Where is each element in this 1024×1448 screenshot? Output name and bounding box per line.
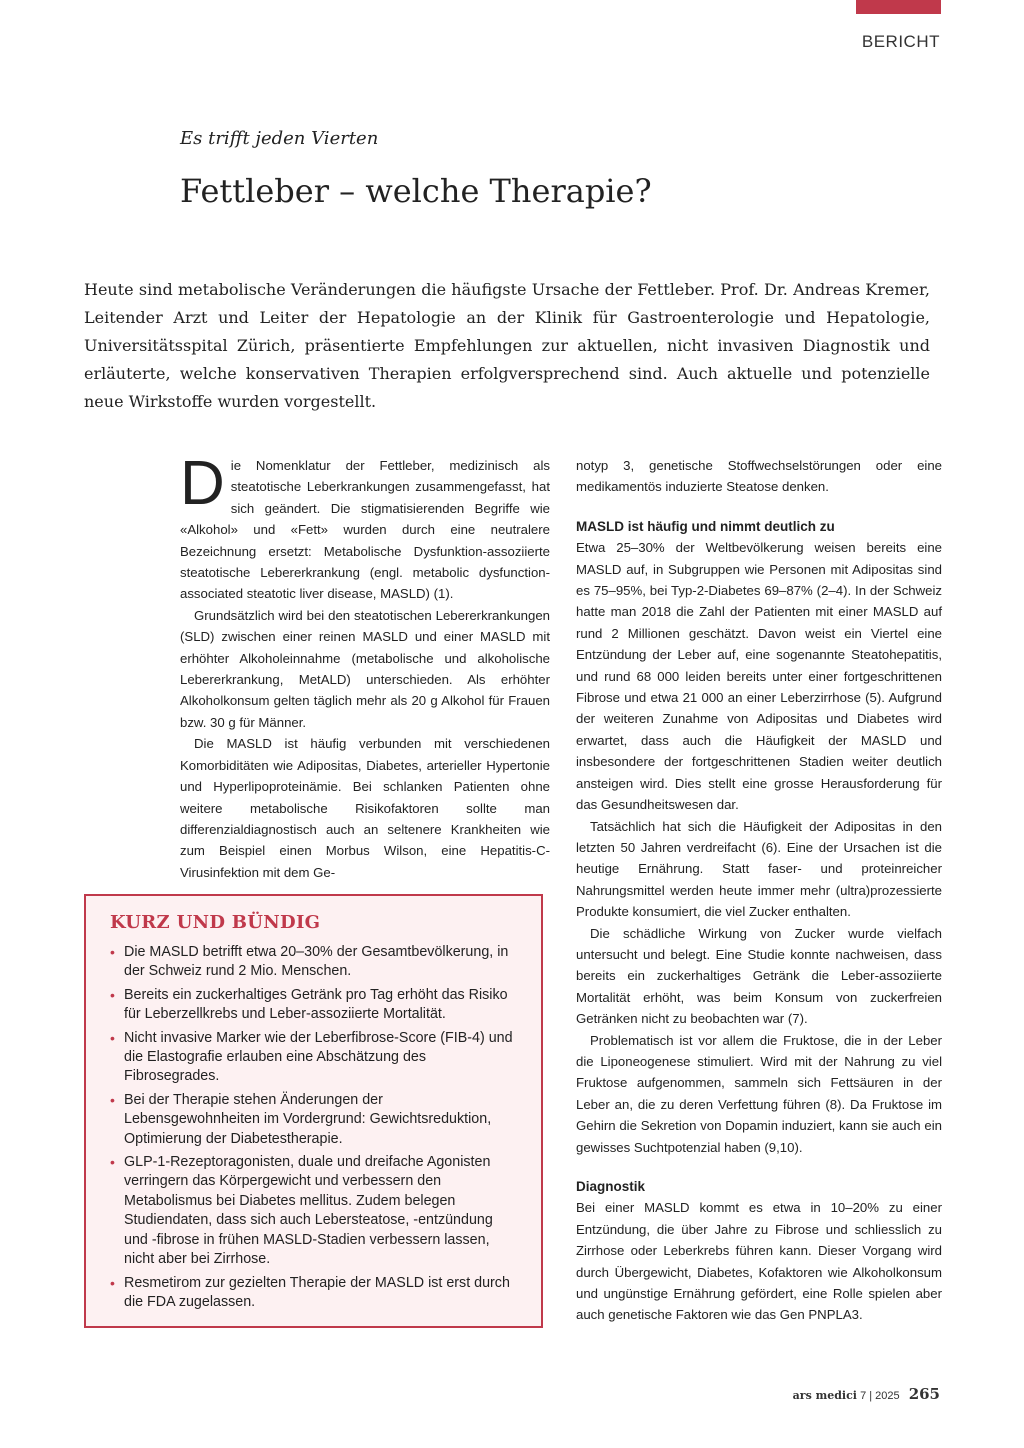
- bullet-icon: •: [110, 986, 115, 1003]
- summary-item: [110, 1029, 517, 1087]
- issue-number: 7 | 2025: [860, 1390, 900, 1402]
- summary-item-text: Bei der Therapie stehen Änderungen der Lebensgewohnheiten im Vordergrund: Gewichtsreduktion, Optimierung der Diabetestherapie.: [124, 1091, 492, 1147]
- paragraph: notyp 3, genetische Stoffwechselstörungen oder eine medikamentös induzierte Steatose denken.: [576, 458, 942, 495]
- summary-box: [84, 894, 543, 1328]
- summary-item-text: Die MASLD betrifft etwa 20–30% der Gesamtbevölkerung, in der Schweiz rund 2 Mio. Menschen.: [124, 944, 509, 980]
- journal-name: ars medici: [792, 1389, 857, 1402]
- paragraph: Grundsätzlich wird bei den steatotischen Lebererkrankungen (SLD) zwischen einer reinen MASLD und einer MASLD mit erhöhter Alkoholeinnahme (metabolische und alkoholische Lebererkrankung, MetALD) unterschieden. Als erhöhter Alkoholkonsum gelten täglich mehr als 20 g Alkohol für Frauen bzw. 30 g für Männer.: [180, 607, 550, 730]
- page-footer: [793, 1385, 940, 1403]
- summary-item: [110, 1091, 517, 1149]
- article-title: Fettleber – welche Therapie?: [180, 172, 652, 210]
- bullet-icon: •: [110, 1274, 115, 1291]
- summary-list: [110, 943, 517, 1312]
- paragraph: [180, 449, 550, 605]
- summary-item-text: Bereits ein zuckerhaltiges Getränk pro Tag erhöht das Risiko für Leberzellkrebs und Leber-assoziierte Mortalität.: [124, 986, 508, 1023]
- left-column: [180, 449, 550, 883]
- article-lead: Heute sind metabolische Veränderungen die häufigste Ursache der Fettleber. Prof. Dr. Andreas Kremer, Leitender Arzt und Leiter der Hepatologie an der Klinik für Gastroenterologie und Hepatologie, Universitätsspital Zürich, präsentierte Empfehlungen zur aktuellen, nicht invasiven Diagnostik und erläuterte, welche konservativen Therapien erfolgversprechend sind. Auch aktuelle und potenzielle neue Wirkstoffe wurden vorgestellt.: [84, 280, 930, 411]
- summary-item: [110, 943, 517, 982]
- summary-heading: KURZ UND BÜNDIG: [110, 912, 321, 933]
- article-kicker: Es trifft jeden Vierten: [180, 128, 379, 149]
- bullet-icon: •: [110, 1091, 115, 1108]
- bullet-icon: •: [110, 1154, 115, 1171]
- paragraph: Bei einer MASLD kommt es etwa in 10–20% zu einer Entzündung, die über Jahre zu Fibrose und schliesslich zu Zirrhose oder Leberkrebs führen kann. Dieser Vorgang wird durch Übergewicht, Diabetes, Kofaktoren wie Alkoholkonsum und ungünstige Ernährung gefördert, eine Rolle spielen aber auch genetische Faktoren wie das Gen PNPLA3.: [576, 1200, 942, 1323]
- paragraph: Etwa 25–30% der Weltbevölkerung weisen bereits eine MASLD auf, in Subgruppen wie Personen mit Adipositas sind es 75–95%, bei Typ-2-Diabetes 69–87% (2–4). In der Schweiz hatte man 2018 die Zahl der Patienten mit einer MASLD auf rund 2 Millionen geschätzt. Davon weist ein Viertel eine Entzündung der Leber auf, eine sogenannte Steatohepatitis, und rund 68 000 leiden bereits unter einer fortgeschrittenen Fibrose und etwa 21 000 an einer Leberzirrhose (5). Aufgrund der weiteren Zunahme von Adipositas und Diabetes wird erwartet, dass auch die Häufigkeit der MASLD und insbesondere der fortgeschrittenen Stadien weiter deutlich ansteigen wird. Dies stellt eine grosse Herausforderung für das Gesundheitswesen dar.: [576, 540, 942, 813]
- summary-item: [110, 986, 517, 1025]
- page-number: 265: [908, 1385, 940, 1403]
- summary-item: [110, 1274, 517, 1313]
- paragraph: Problematisch ist vor allem die Fruktose, die in der Leber die Liponeogenese stimuliert. Wird mit der Nahrung zu viel Fruktose aufgenommen, sammeln sich Fettsäuren in der Leber an, die zu deren Verfettung führen (8). Da Fruktose im Gehirn die Sekretion von Dopamin induziert, kann sie auch ein gewisses Suchtpotenzial haben (9,10).: [576, 1032, 942, 1155]
- subheading: Diagnostik: [576, 1179, 646, 1194]
- summary-item-text: Resmetirom zur gezielten Therapie der MASLD ist erst durch die FDA zugelassen.: [124, 1274, 510, 1310]
- paragraph: Die MASLD ist häufig verbunden mit verschiedenen Komorbiditäten wie Adipositas, Diabetes, arterieller Hypertonie und Hyperlipoproteinämie. Bei schlanken Patienten ohne weitere metabolische Risikofaktoren sollte man differenzialdiagnostisch auch an seltenere Krankheiten wie zum Beispiel einen Morbus Wilson, eine Hepatitis-C-Virusinfektion mit dem Ge-: [180, 736, 550, 880]
- bullet-icon: •: [110, 1029, 115, 1046]
- subheading: MASLD ist häufig und nimmt deutlich zu: [576, 518, 835, 534]
- summary-item: [110, 1153, 517, 1269]
- header-accent-bar: [856, 0, 941, 14]
- paragraph: Tatsächlich hat sich die Häufigkeit der Adipositas in den letzten 50 Jahren verdreifacht (6). Eine der Ursachen ist die heutige Ernährung. Statt faser- und proteinreicher Nahrungsmittel werden heute immer mehr (ultra)prozessierte Produkte konsumiert, die viel Zucker enthalten.: [576, 818, 942, 920]
- bullet-icon: •: [110, 944, 115, 960]
- drop-cap: D: [180, 449, 225, 518]
- section-label: BERICHT: [861, 32, 940, 51]
- summary-item-text: Nicht invasive Marker wie der Leberfibrose-Score (FIB-4) und die Elastografie erlauben eine Abschätzung des Fibrosegrades.: [124, 1029, 513, 1085]
- paragraph-text: ie Nomenklatur der Fettleber, medizinisch als steatotische Leberkrankungen zusammengefasst, hat sich geändert. Die stigmatisierenden Begriffe wie «Alkohol» und «Fett» wurden durch eine neutralere Bezeichnung ersetzt: Metabolische Dysfunktion-assoziierte steatotische Lebererkrankung (engl. metabolic dysfunction-associated steatotic liver disease, MASLD) (1).: [180, 458, 550, 602]
- summary-item-text: GLP-1-Rezeptoragonisten, duale und dreifache Agonisten verringern das Körpergewicht und verbessern den Metabolismus bei Diabetes mellitus. Zudem belegen Studiendaten, dass sich auch Lebersteatose, -entzündung und -fibrose in frühen MASLD-Stadien verbessern lassen, nicht aber bei Zirrhose.: [124, 1154, 493, 1268]
- paragraph: Die schädliche Wirkung von Zucker wurde vielfach untersucht und belegt. Eine Studie konnte nachweisen, dass bereits ein zuckerhaltiges Getränk die Leber-assoziierte Mortalität erhöht, was beim Konsum von zuckerfreien Getränken nicht zu beobachten war (7).: [576, 925, 942, 1027]
- right-column: [576, 455, 942, 1326]
